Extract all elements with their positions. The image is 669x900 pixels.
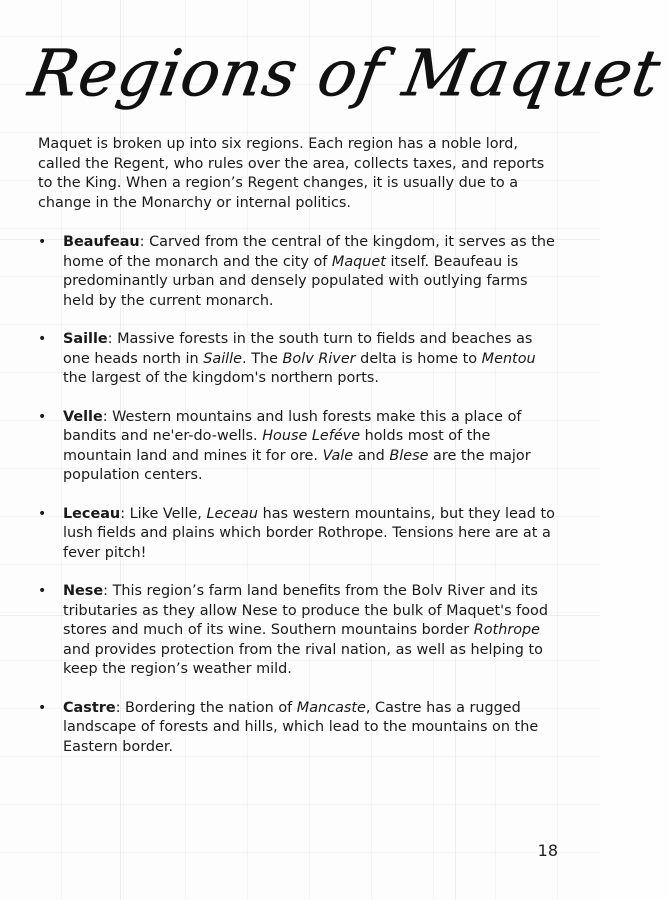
region-emphasis: Blese: [389, 447, 429, 464]
region-name: Nese: [63, 583, 104, 599]
region-emphasis: Mancaste: [296, 699, 366, 716]
region-emphasis: Leceau: [206, 505, 259, 522]
bullet-icon: •: [38, 408, 47, 425]
region-description: . The: [242, 350, 283, 367]
region-description: : Western mountains and lush forests make this a place of bandits and ne'er-do-wells.: [63, 408, 522, 444]
region-name: Velle: [63, 408, 103, 425]
region-emphasis: Saille: [203, 350, 243, 367]
region-description: and provides protection from the rival nation, as well as helping to keep the region’s weather mild.: [63, 641, 543, 677]
intro-paragraph: Maquet is broken up into six regions. Each region has a noble lord, called the Regent, who rules over the area, collects taxes, and reports to the King. When a region’s Regent changes, it is usually due to a change in the Monarchy or internal politics.: [38, 136, 545, 211]
region-description: , Castre has a rugged landscape of forests and hills, which lead to the mountains on the Eastern border.: [63, 699, 539, 755]
region-description: : Massive forests in the south turn to fields and beaches as one heads north in: [63, 331, 533, 367]
region-name: Saille: [63, 331, 108, 347]
region-description: : Bordering the nation of: [115, 699, 297, 716]
bullet-icon: •: [38, 583, 47, 599]
region-item: [38, 408, 558, 486]
region-description: delta is home to: [355, 350, 482, 367]
region-description: has western mountains, but they lead to lush fields and plains which border Rothrope. Tensions here are at a fever pitch!: [63, 505, 555, 561]
region-description: and: [353, 447, 390, 464]
region-description: are the major population centers.: [63, 447, 531, 483]
region-description: : Like Velle,: [120, 505, 207, 522]
region-name: Leceau: [63, 505, 121, 522]
region-item: [38, 699, 558, 758]
region-description: itself. Beaufeau is predominantly urban and densely populated with outlying farms held by the current monarch.: [63, 253, 528, 309]
bullet-icon: •: [38, 331, 47, 347]
region-description: holds most of the mountain land and mines it for ore.: [63, 428, 491, 464]
region-name: Castre: [63, 699, 116, 716]
bullet-icon: •: [38, 699, 47, 716]
page-number: 18: [537, 841, 558, 860]
region-item: [38, 582, 558, 680]
region-emphasis: Maquet: [331, 253, 386, 270]
region-item: [38, 233, 558, 311]
region-emphasis: Vale: [322, 447, 354, 464]
region-emphasis: Bolv River: [282, 350, 356, 367]
bullet-icon: •: [38, 234, 47, 250]
region-list: [38, 233, 558, 757]
region-emphasis: Mentou: [481, 350, 536, 367]
region-description: : This region’s farm land benefits from the Bolv River and its tributaries as they allow Nese to produce the bulk of Maquet's food stores and much of its wine. Southern mountains border: [63, 583, 548, 638]
region-emphasis: Rothrope: [473, 622, 541, 638]
region-name: Beaufeau: [63, 234, 140, 250]
region-item: [38, 505, 558, 564]
region-item: [38, 330, 558, 389]
page-title: Regions of Maquet: [23, 37, 666, 111]
region-description: : Carved from the central of the kingdom, it serves as the home of the monarch and the city of: [63, 234, 555, 270]
region-emphasis: House Leféve: [262, 428, 361, 444]
page-content: [38, 135, 558, 776]
bullet-icon: •: [38, 505, 47, 522]
region-description: the largest of the kingdom's northern ports.: [63, 370, 379, 386]
